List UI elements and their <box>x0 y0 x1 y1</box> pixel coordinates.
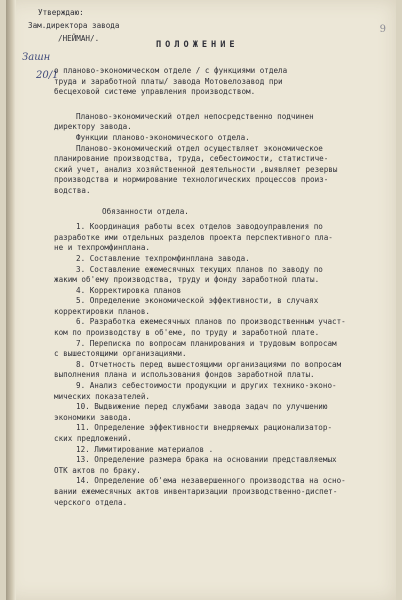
page-number: 9 <box>379 24 386 35</box>
approval-line-1: Утверждаю: <box>38 8 84 17</box>
intro-paragraph <box>54 112 372 133</box>
text-line: разработке ими отдельных разделов проекта перспективного пла- <box>54 232 333 242</box>
text-line: ком по производству в об'еме, по труду и заработной плате. <box>54 328 320 338</box>
binding-edge <box>6 0 16 600</box>
text-line: ОТК актов по браку. <box>54 465 141 475</box>
document-subtitle <box>54 66 372 98</box>
text-line: 8. Отчетность перед вышестоящими организациями по вопросам <box>76 359 342 369</box>
text-line: 11. Определение эффективности внедряемых рационализатор- <box>76 423 333 433</box>
intro-paragraph <box>54 144 372 197</box>
text-line: 1. Координация работы всех отделов заводоуправления по <box>76 222 323 232</box>
duty-item <box>54 476 372 508</box>
duty-item <box>54 455 372 476</box>
text-line: бесцеховой системе управления производством. <box>54 87 256 97</box>
handwritten-scribble: Зашн <box>22 52 51 63</box>
text-line: выполнения плана и использования фондов заработной платы. <box>54 370 315 380</box>
duty-item <box>54 445 372 456</box>
approval-signature: /НЕЙМАН/. <box>58 34 100 43</box>
text-line: с вышестоящими организациями. <box>54 349 187 359</box>
duty-item <box>54 286 372 297</box>
text-line: черского отдела. <box>54 497 128 507</box>
text-line: 4. Корректировка планов <box>76 285 182 295</box>
text-line: 10. Выдвижение перед службами завода задач по улучшению <box>76 402 328 412</box>
text-line: корректировки планов. <box>54 306 151 316</box>
text-line: 6. Разработка ежемесячных планов по производственным участ- <box>76 317 346 327</box>
duty-item <box>54 222 372 254</box>
spacer <box>54 98 372 112</box>
text-line: планирование производства, труда, себестоимости, статистиче- <box>54 154 329 164</box>
text-line: 14. Определение об'ема незавершенного производства на осно- <box>76 476 346 486</box>
text-line: 13. Определение размера брака на основании представляемых <box>76 455 337 465</box>
text-line: о планово-экономическом отделе / с функциями отдела <box>54 66 288 75</box>
text-line: Функции планово-экономического отдела. <box>76 132 250 142</box>
text-line: ских предложений. <box>54 434 132 443</box>
duty-item <box>54 381 372 402</box>
text-line: жаким об'ему производства, труду и фонду заработной платы. <box>54 275 320 285</box>
duty-item <box>54 339 372 360</box>
text-line: Планово-экономический отдел осуществляет экономическое <box>76 143 323 153</box>
text-line: не и техпромфинплана. <box>54 243 151 253</box>
duty-item <box>54 317 372 338</box>
text-line: ский учет, анализ хозяйственной деятельности ,выявляет резервы <box>54 164 338 174</box>
text-line: водства. <box>54 185 91 195</box>
text-line: директору завода. <box>54 122 132 132</box>
duty-item <box>54 423 372 444</box>
duty-item <box>54 254 372 265</box>
text-line: мических показателей. <box>54 391 151 401</box>
text-line: 12. Лимитирование материалов . <box>76 444 214 454</box>
duty-item <box>54 402 372 423</box>
document-body <box>54 66 372 508</box>
text-line: экономики завода. <box>54 412 132 422</box>
text-line: 3. Составление ежемесячных текущих планов по заводу по <box>76 264 323 274</box>
text-line: 5. Определение экономической эффективности, в случаях <box>76 296 319 306</box>
document-title: ПОЛОЖЕНИЕ <box>156 40 239 50</box>
intro-paragraph <box>54 133 372 144</box>
text-line: производства и нормирование технологических процессов произ- <box>54 175 329 185</box>
text-line: 2. Составление техпромфинплана завода. <box>76 253 250 263</box>
text-line: вании ежемесячных актов инвентаризации производственно-диспет- <box>54 486 338 496</box>
duty-item <box>54 360 372 381</box>
text-line: 7. Переписка по вопросам планирования и трудовым вопросам <box>76 338 337 348</box>
approval-block <box>28 6 119 45</box>
handwritten-folio: 20/1 <box>36 70 59 81</box>
approval-line-2: Зам.директора завода <box>28 21 120 30</box>
document-sheet <box>6 0 396 600</box>
text-line: труда и заработной платы/ завода Мотовелозавод при <box>54 76 283 86</box>
text-line: 9. Анализ себестоимости продукции и других технико-эконо- <box>76 381 337 391</box>
duty-item <box>54 296 372 317</box>
text-line: Планово-экономический отдел непосредственно подчинен <box>76 111 314 121</box>
duties-heading: Обязанности отдела. <box>102 206 189 216</box>
duty-item <box>54 265 372 286</box>
spacer <box>54 197 372 207</box>
